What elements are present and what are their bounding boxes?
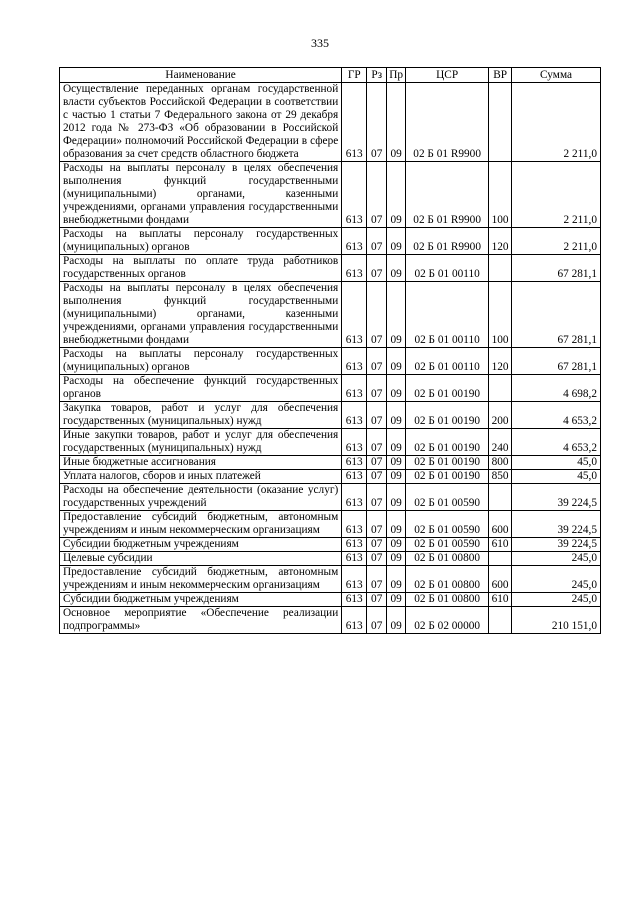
page-number: 335 [311,36,329,50]
table-row [60,429,601,456]
cell-csr: 02 Б 01 00590 [406,511,489,538]
cell-vr: 240 [489,429,512,456]
cell-pr: 09 [387,593,406,607]
cell-name: Расходы на обеспечение деятельности (оказание услуг) государственных учреждений [60,484,342,511]
cell-name: Иные закупки товаров, работ и услуг для обеспечения государственных (муниципальных) нужд [60,429,342,456]
cell-gr: 613 [342,484,367,511]
cell-csr: 02 Б 01 00190 [406,470,489,484]
cell-name: Расходы на выплаты персоналу государственных (муниципальных) органов [60,348,342,375]
cell-gr: 613 [342,470,367,484]
cell-rz: 07 [367,456,387,470]
cell-rz: 07 [367,83,387,162]
cell-vr: 600 [489,566,512,593]
table-row [60,375,601,402]
cell-vr: 850 [489,470,512,484]
cell-csr: 02 Б 01 00190 [406,402,489,429]
cell-name: Расходы на выплаты персоналу в целях обеспечения выполнения функций государственными (муниципальными) органами, казенными учреждениями, органами управления государственными внебюджетными фондами [60,282,342,348]
table-row [60,566,601,593]
cell-rz: 07 [367,566,387,593]
cell-name: Расходы на выплаты персоналу государственных (муниципальных) органов [60,228,342,255]
cell-sum: 245,0 [512,552,601,566]
header-pr: Пр [387,68,406,83]
cell-csr: 02 Б 02 00000 [406,607,489,634]
cell-vr [489,255,512,282]
cell-pr: 09 [387,607,406,634]
cell-gr: 613 [342,348,367,375]
cell-rz: 07 [367,348,387,375]
cell-sum: 245,0 [512,593,601,607]
cell-pr: 09 [387,228,406,255]
cell-rz: 07 [367,162,387,228]
cell-name: Основное мероприятие «Обеспечение реализации подпрограммы» [60,607,342,634]
cell-vr: 610 [489,538,512,552]
cell-sum: 67 281,1 [512,282,601,348]
cell-sum: 39 224,5 [512,538,601,552]
cell-sum: 4 653,2 [512,402,601,429]
cell-rz: 07 [367,228,387,255]
cell-gr: 613 [342,593,367,607]
cell-csr: 02 Б 01 R9900 [406,228,489,255]
cell-sum: 67 281,1 [512,348,601,375]
cell-pr: 09 [387,402,406,429]
cell-rz: 07 [367,552,387,566]
cell-rz: 07 [367,375,387,402]
cell-sum: 245,0 [512,566,601,593]
cell-gr: 613 [342,255,367,282]
header-csr: ЦСР [406,68,489,83]
cell-sum: 67 281,1 [512,255,601,282]
cell-vr: 100 [489,162,512,228]
cell-csr: 02 Б 01 00110 [406,282,489,348]
table-row [60,511,601,538]
cell-csr: 02 Б 01 00590 [406,538,489,552]
cell-rz: 07 [367,470,387,484]
table-row [60,470,601,484]
cell-name: Предоставление субсидий бюджетным, автономным учреждениям и иным некоммерческим организациям [60,566,342,593]
table-row [60,282,601,348]
cell-pr: 09 [387,552,406,566]
cell-sum: 2 211,0 [512,162,601,228]
cell-csr: 02 Б 01 00800 [406,566,489,593]
cell-pr: 09 [387,566,406,593]
cell-vr [489,607,512,634]
cell-pr: 09 [387,456,406,470]
cell-rz: 07 [367,402,387,429]
cell-name: Целевые субсидии [60,552,342,566]
cell-gr: 613 [342,511,367,538]
cell-csr: 02 Б 01 00590 [406,484,489,511]
cell-pr: 09 [387,511,406,538]
cell-name: Расходы на выплаты персоналу в целях обеспечения выполнения функций государственными (муниципальными) органами, казенными учреждениями, органами управления государственными внебюджетными фондами [60,162,342,228]
cell-name: Предоставление субсидий бюджетным, автономным учреждениям и иным некоммерческим организациям [60,511,342,538]
cell-csr: 02 Б 01 R9900 [406,83,489,162]
table-row [60,402,601,429]
cell-rz: 07 [367,607,387,634]
cell-name: Расходы на выплаты по оплате труда работников государственных органов [60,255,342,282]
table-row [60,456,601,470]
cell-name: Иные бюджетные ассигнования [60,456,342,470]
cell-rz: 07 [367,511,387,538]
table-row [60,255,601,282]
cell-pr: 09 [387,375,406,402]
cell-csr: 02 Б 01 00110 [406,255,489,282]
cell-sum: 39 224,5 [512,484,601,511]
cell-rz: 07 [367,593,387,607]
cell-name: Субсидии бюджетным учреждениям [60,538,342,552]
cell-sum: 4 698,2 [512,375,601,402]
cell-name: Уплата налогов, сборов и иных платежей [60,470,342,484]
cell-sum: 2 211,0 [512,83,601,162]
cell-csr: 02 Б 01 00800 [406,552,489,566]
table-row [60,228,601,255]
cell-vr: 120 [489,228,512,255]
cell-pr: 09 [387,538,406,552]
cell-sum: 45,0 [512,456,601,470]
cell-vr [489,83,512,162]
cell-pr: 09 [387,255,406,282]
cell-gr: 613 [342,162,367,228]
cell-rz: 07 [367,429,387,456]
cell-vr: 600 [489,511,512,538]
cell-gr: 613 [342,83,367,162]
cell-gr: 613 [342,402,367,429]
cell-vr [489,552,512,566]
table-row [60,484,601,511]
cell-sum: 39 224,5 [512,511,601,538]
table-body [60,83,601,634]
table-row [60,593,601,607]
cell-csr: 02 Б 01 00190 [406,375,489,402]
cell-vr: 200 [489,402,512,429]
cell-pr: 09 [387,162,406,228]
cell-gr: 613 [342,228,367,255]
cell-name: Осуществление переданных органам государственной власти субъектов Российской Федерации в соответствии с частью 1 статьи 7 Федерального закона от 29 декабря 2012 года № 273-ФЗ «Об образовании в Российской Федерации» полномочий Российской Федерации в сфере образования за счет средств областного бюджета [60,83,342,162]
cell-rz: 07 [367,538,387,552]
cell-vr: 610 [489,593,512,607]
header-sum: Сумма [512,68,601,83]
header-vr: ВР [489,68,512,83]
cell-gr: 613 [342,456,367,470]
cell-sum: 4 653,2 [512,429,601,456]
header-gr: ГР [342,68,367,83]
cell-vr [489,375,512,402]
cell-pr: 09 [387,282,406,348]
cell-name: Субсидии бюджетным учреждениям [60,593,342,607]
cell-csr: 02 Б 01 00800 [406,593,489,607]
cell-gr: 613 [342,375,367,402]
cell-pr: 09 [387,348,406,375]
cell-csr: 02 Б 01 00190 [406,429,489,456]
cell-pr: 09 [387,83,406,162]
cell-csr: 02 Б 01 00110 [406,348,489,375]
table-row [60,348,601,375]
cell-sum: 2 211,0 [512,228,601,255]
cell-vr [489,484,512,511]
table-row [60,538,601,552]
header-rz: Рз [367,68,387,83]
cell-sum: 210 151,0 [512,607,601,634]
cell-rz: 07 [367,484,387,511]
cell-pr: 09 [387,429,406,456]
cell-gr: 613 [342,538,367,552]
cell-pr: 09 [387,470,406,484]
header-name: Наименование [60,68,342,83]
cell-vr: 800 [489,456,512,470]
budget-table [59,67,601,634]
cell-rz: 07 [367,282,387,348]
cell-gr: 613 [342,429,367,456]
cell-vr: 120 [489,348,512,375]
cell-csr: 02 Б 01 00190 [406,456,489,470]
cell-pr: 09 [387,484,406,511]
cell-name: Расходы на обеспечение функций государственных органов [60,375,342,402]
table-row [60,162,601,228]
table-row [60,83,601,162]
cell-gr: 613 [342,566,367,593]
cell-rz: 07 [367,255,387,282]
cell-vr: 100 [489,282,512,348]
table-row [60,607,601,634]
cell-gr: 613 [342,552,367,566]
cell-csr: 02 Б 01 R9900 [406,162,489,228]
table-header-row [60,68,601,83]
cell-name: Закупка товаров, работ и услуг для обеспечения государственных (муниципальных) нужд [60,402,342,429]
cell-gr: 613 [342,282,367,348]
table-row [60,552,601,566]
cell-sum: 45,0 [512,470,601,484]
cell-gr: 613 [342,607,367,634]
